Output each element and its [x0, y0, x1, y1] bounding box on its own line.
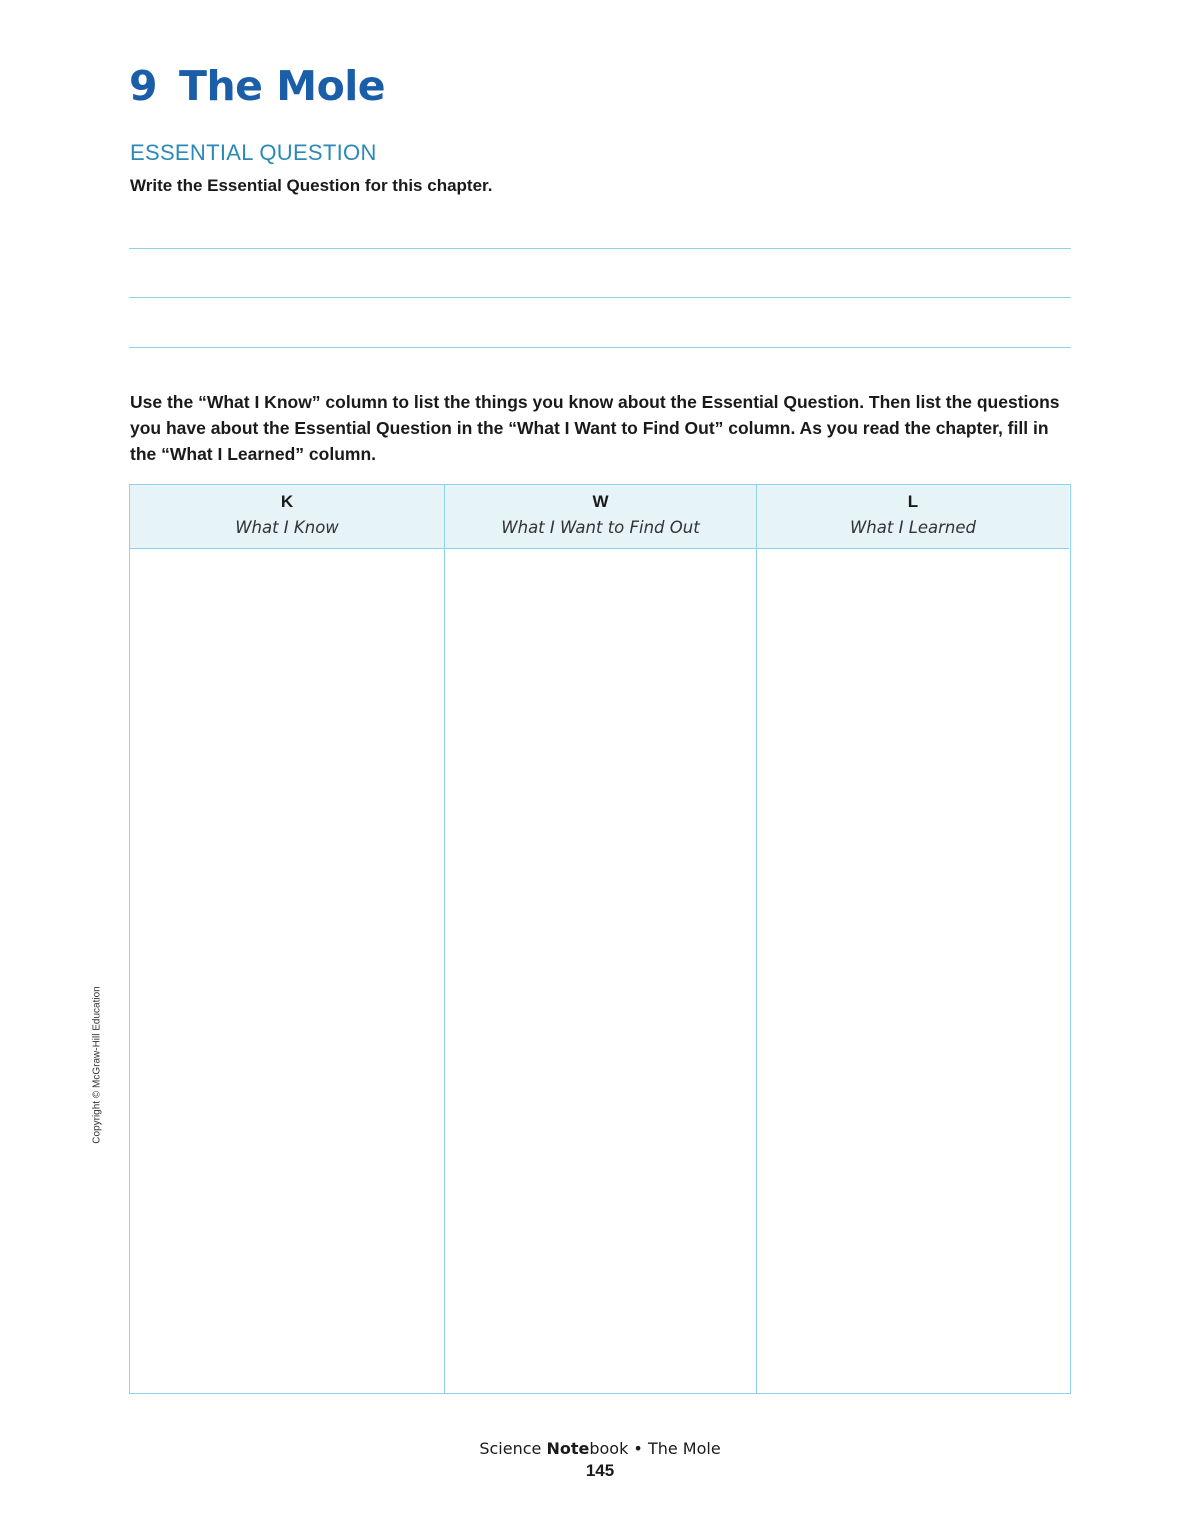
footer-running-title — [0, 1439, 1200, 1458]
kwl-label: What I Want to Find Out — [501, 518, 700, 537]
kwl-letter: L — [907, 492, 919, 511]
kwl-letter: W — [592, 492, 609, 511]
kwl-label: What I Learned — [849, 518, 977, 537]
kwl-column-header — [757, 485, 1069, 549]
footer-separator: • — [628, 1439, 648, 1458]
kwl-label: What I Know — [235, 518, 339, 537]
kwl-write-area-know[interactable] — [130, 549, 444, 1393]
footer-brand-bold: Note — [546, 1439, 590, 1458]
answer-line-2[interactable] — [129, 297, 1071, 298]
copyright-text: Copyright © McGraw-Hill Education — [91, 986, 103, 1144]
kwl-instructions: Use the “What I Know” column to list the things you know about the Essential Question. Then list the questions you have about the Essential Question in the “What I Want to Find Out” column. As you read the chapter, fill in the “What I Learned” column. — [130, 392, 1060, 464]
kwl-chart — [129, 484, 1071, 1394]
chapter-number: 9 — [129, 62, 158, 110]
answer-line-1[interactable] — [129, 248, 1071, 249]
kwl-write-area-learned[interactable] — [757, 549, 1069, 1393]
footer-brand-prefix: Science — [479, 1439, 547, 1458]
page-number: 145 — [585, 1461, 615, 1480]
footer-section: The Mole — [647, 1439, 721, 1458]
kwl-write-area-want[interactable] — [445, 549, 756, 1393]
kwl-column-want — [445, 485, 757, 1393]
kwl-letter: K — [280, 492, 294, 511]
chapter-title-text: The Mole — [179, 62, 386, 110]
answer-line-3[interactable] — [129, 347, 1071, 348]
kwl-column-know — [130, 485, 445, 1393]
kwl-column-header — [130, 485, 444, 549]
kwl-column-header — [445, 485, 756, 549]
essential-question-prompt: Write the Essential Question for this chapter. — [130, 176, 493, 195]
essential-question-heading: ESSENTIAL QUESTION — [130, 140, 377, 165]
chapter-title — [129, 62, 385, 110]
kwl-column-learned — [757, 485, 1069, 1393]
footer-brand-suffix: book — [589, 1439, 629, 1458]
